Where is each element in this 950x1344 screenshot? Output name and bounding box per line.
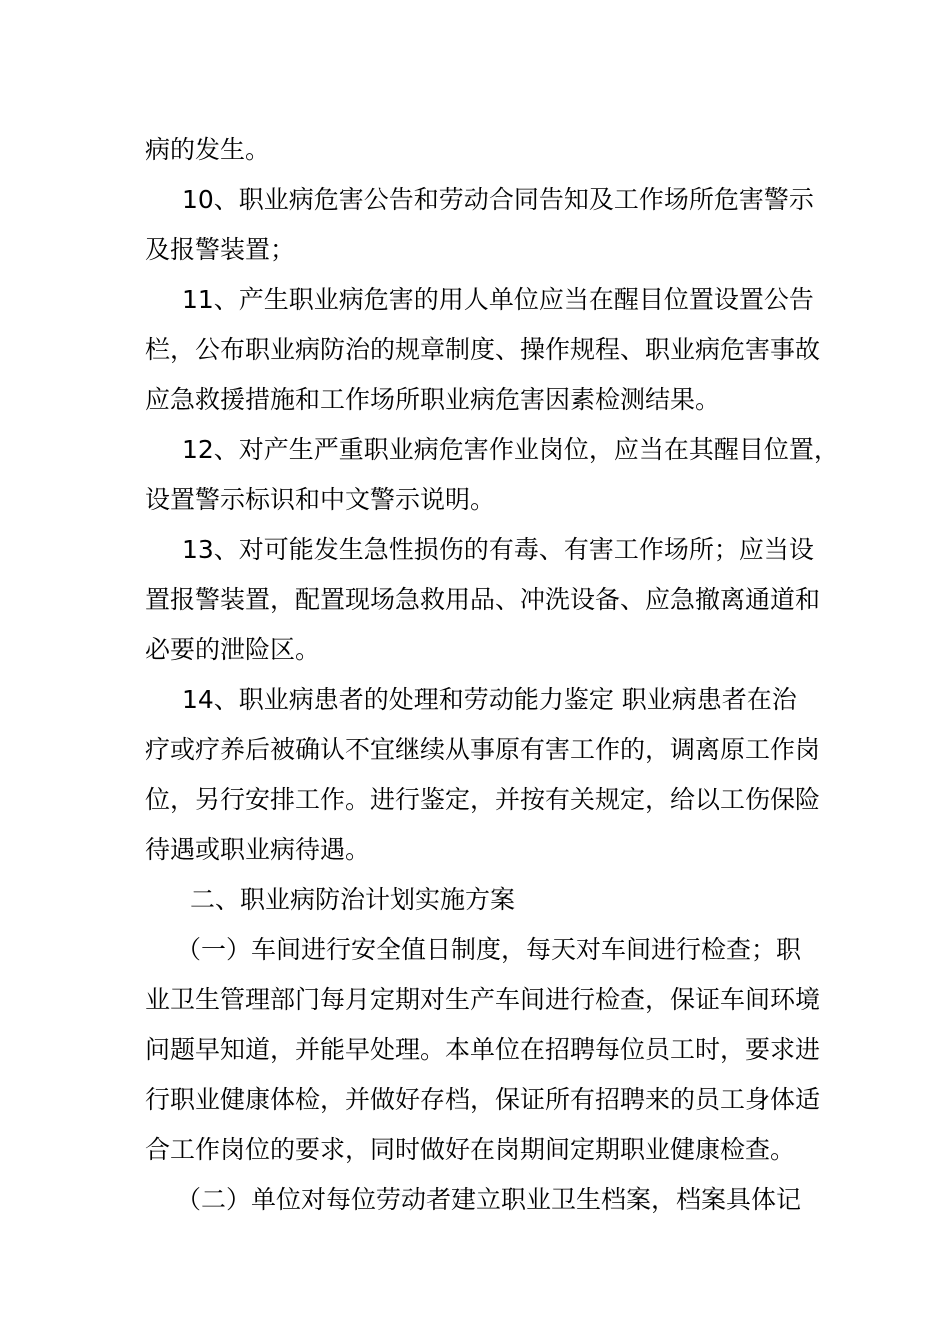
text-line: 业卫生管理部门每月定期对生产车间进行检查，保证车间环境 [145,985,821,1014]
text-line: 11、产生职业病危害的用人单位应当在醒目位置设置公告 [182,285,814,314]
text-line: 合工作岗位的要求，同时做好在岗期间定期职业健康检查。 [145,1135,796,1164]
text-line: 行职业健康体检，并做好存档，保证所有招聘来的员工身体适 [145,1085,821,1114]
text-line: 位，另行安排工作。进行鉴定，并按有关规定，给以工伤保险 [145,785,821,814]
text-line: 病的发生。 [145,135,271,164]
text-line: 10、职业病危害公告和劳动合同告知及工作场所危害警示 [182,185,814,214]
text-line: （一）车间进行安全值日制度，每天对车间进行检查；职 [176,935,802,964]
text-line: 应急救援措施和工作场所职业病危害因素检测结果。 [145,385,721,414]
text-line: 12、对产生严重职业病危害作业岗位，应当在其醒目位置， [182,435,839,464]
text-line: 14、职业病患者的处理和劳动能力鉴定 职业病患者在治 [182,685,797,714]
text-line: 设置警示标识和中文警示说明。 [145,485,496,514]
text-line: 及报警装置； [145,235,296,264]
text-line: 必要的泄险区。 [145,635,321,664]
text-line: （二）单位对每位劳动者建立职业卫生档案，档案具体记 [176,1185,802,1214]
text-line: 栏，公布职业病防治的规章制度、操作规程、职业病危害事故 [145,335,821,364]
text-line: 问题早知道，并能早处理。本单位在招聘每位员工时，要求进 [145,1035,821,1064]
text-line: 待遇或职业病待遇。 [145,835,371,864]
text-line: 疗或疗养后被确认不宜继续从事原有害工作的，调离原工作岗 [145,735,821,764]
text-line: 13、对可能发生急性损伤的有毒、有害工作场所；应当设 [182,535,814,564]
section-heading: 二、职业病防治计划实施方案 [190,885,516,914]
text-line: 置报警装置，配置现场急救用品、冲洗设备、应急撤离通道和 [145,585,821,614]
